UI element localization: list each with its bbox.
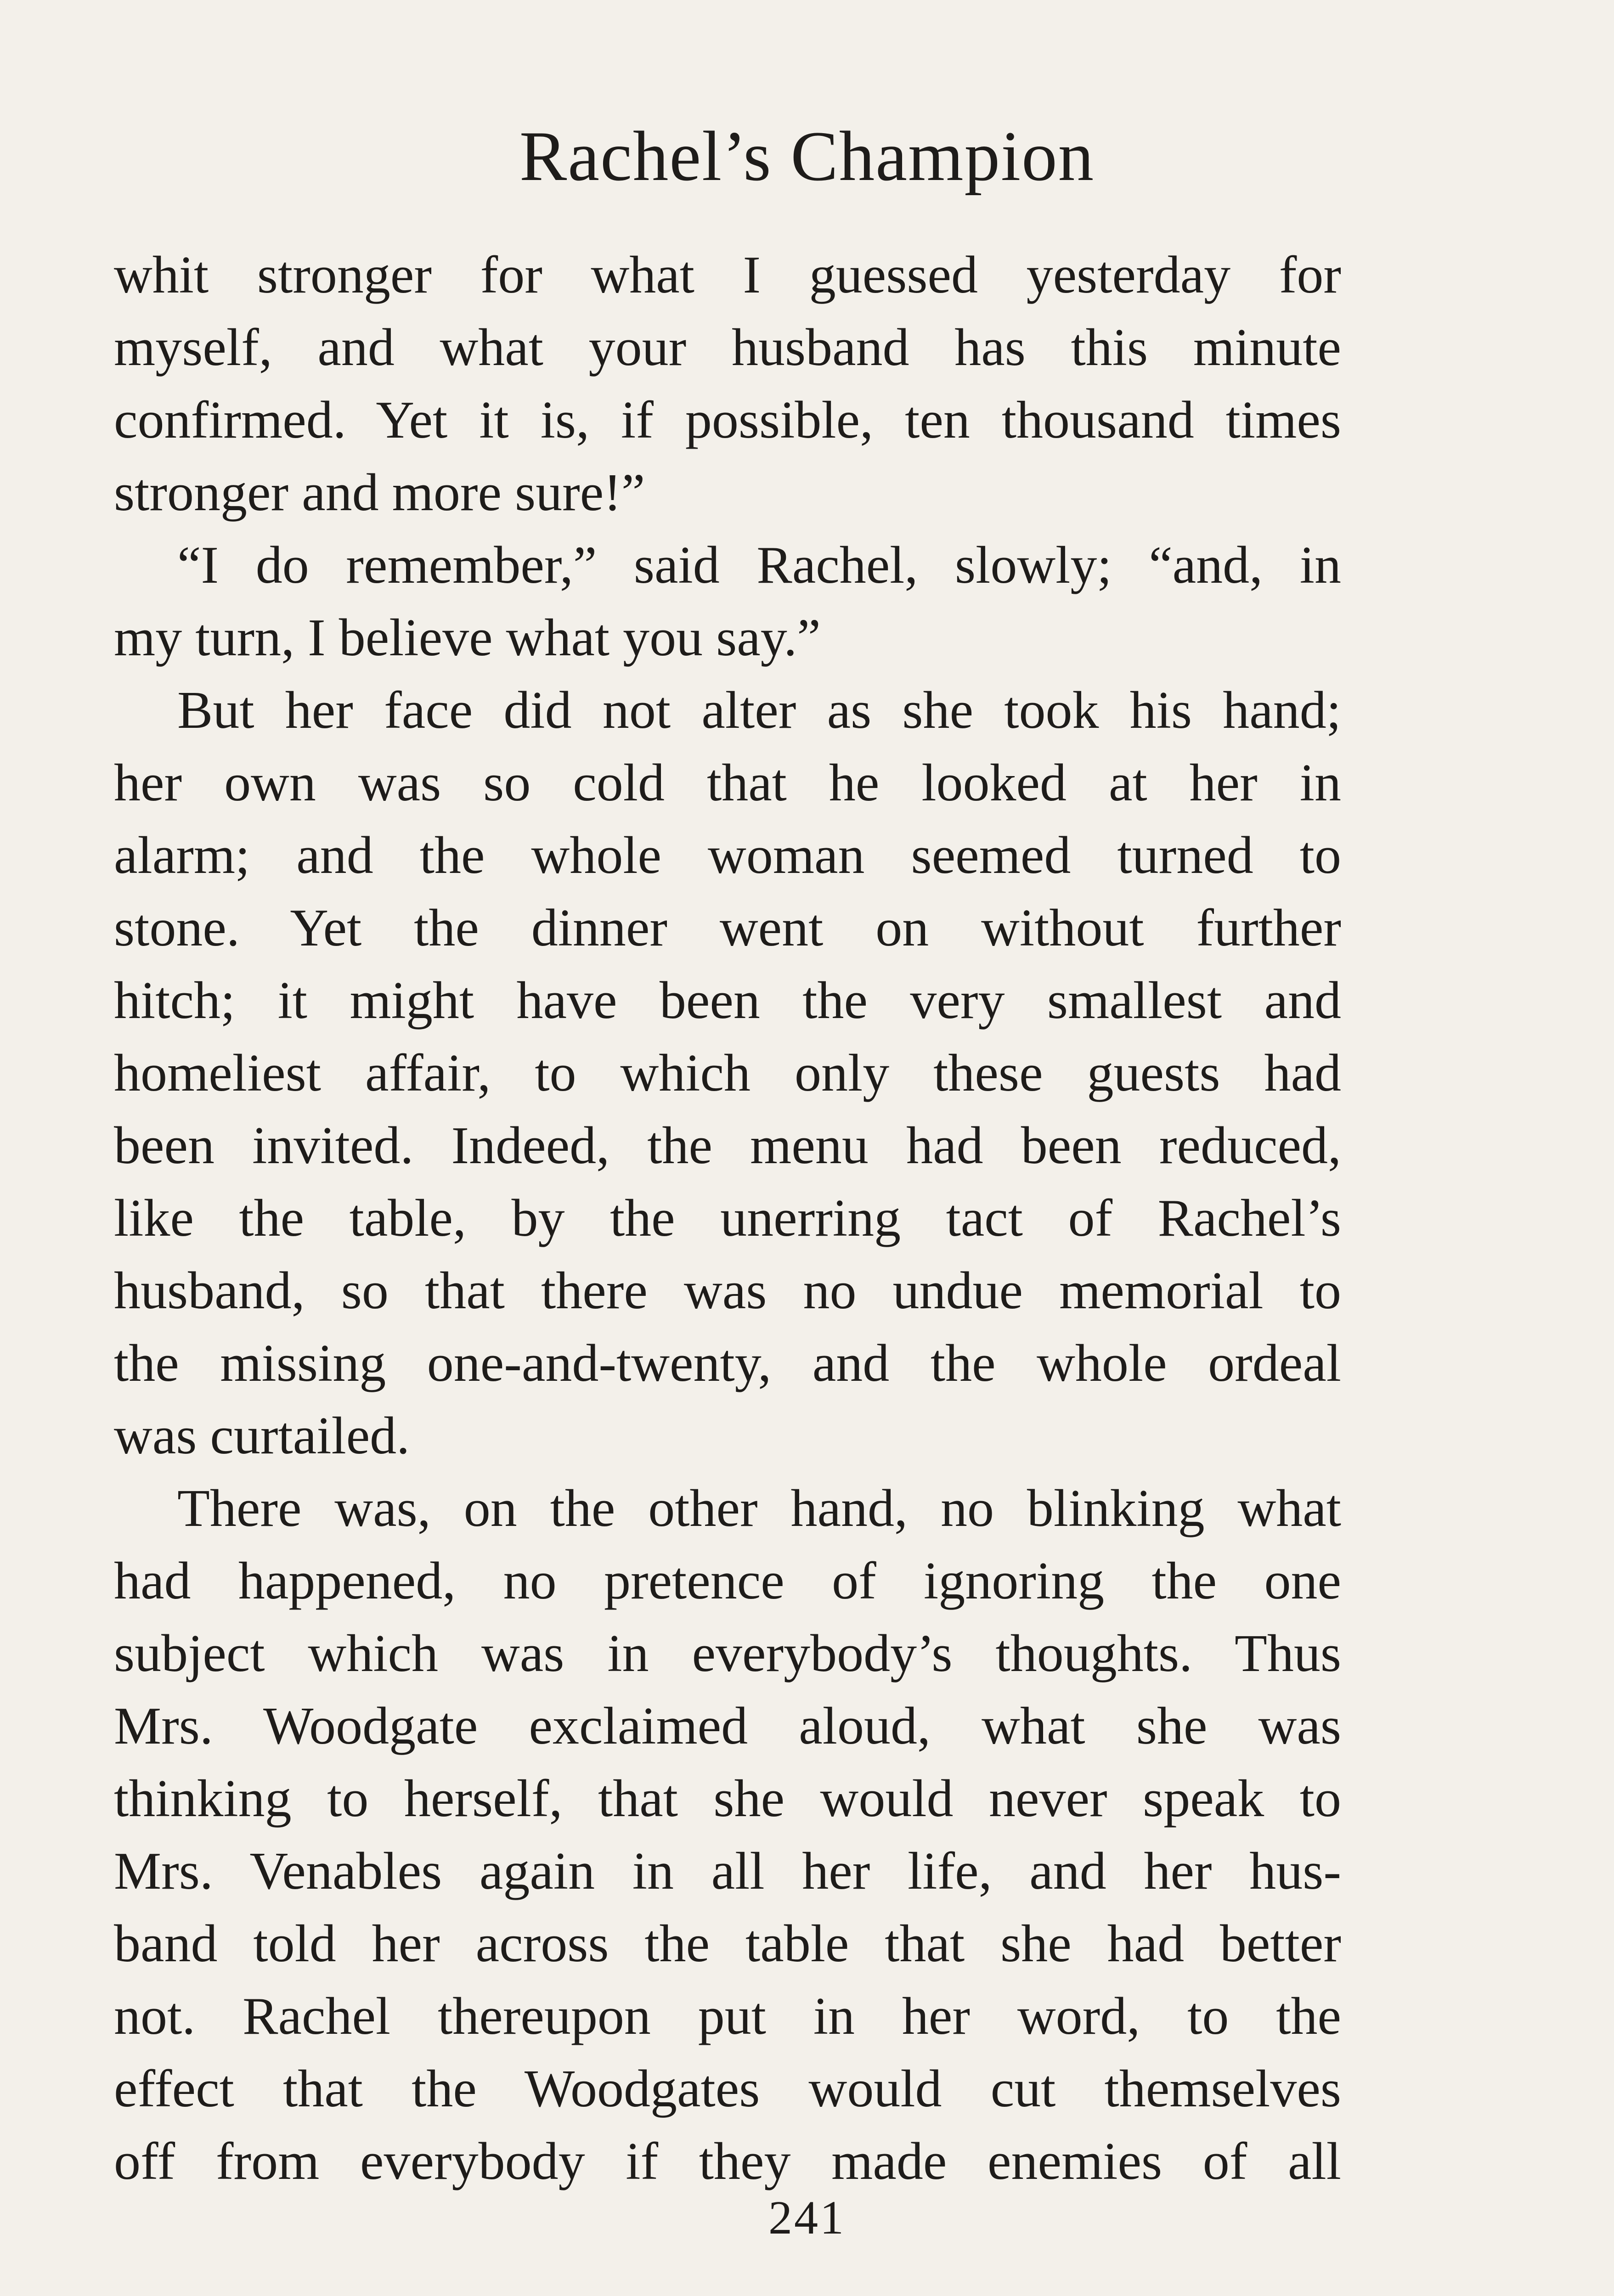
text-line: But her face did not alter as she took his hand; (177, 681, 1341, 740)
text-line: band told her across the table that she had better (114, 1914, 1341, 1973)
text-line: myself, and what your husband has this minute (114, 318, 1341, 377)
text-line: There was, on the other hand, no blinking what (177, 1479, 1341, 1538)
text-line: the missing one-and-twenty, and the whole ordeal (114, 1334, 1341, 1393)
body-text (114, 239, 1341, 2198)
text-line: effect that the Woodgates would cut themselves (114, 2060, 1341, 2118)
text-line: alarm; and the whole woman seemed turned to (114, 826, 1341, 885)
text-line: like the table, by the unerring tact of Rachel’s (114, 1189, 1341, 1248)
text-line: her own was so cold that he looked at her in (114, 754, 1341, 812)
text-line: husband, so that there was no undue memorial to (114, 1261, 1341, 1320)
text-line: stone. Yet the dinner went on without further (114, 899, 1341, 957)
text-line: subject which was in everybody’s thoughts. Thus (114, 1624, 1341, 1683)
text-line: stronger and more sure!” (114, 463, 645, 522)
text-line: thinking to herself, that she would never speak to (114, 1769, 1341, 1828)
text-line: had happened, no pretence of ignoring the one (114, 1552, 1341, 1610)
text-line: confirmed. Yet it is, if possible, ten thousand times (114, 391, 1341, 450)
text-line: not. Rachel thereupon put in her word, to the (114, 1987, 1341, 2046)
text-line: been invited. Indeed, the menu had been reduced, (114, 1116, 1341, 1175)
text-line: whit stronger for what I guessed yesterday for (114, 246, 1341, 304)
text-line: Mrs. Venables again in all her life, and her hus- (114, 1842, 1341, 1901)
text-line: my turn, I believe what you say.” (114, 608, 821, 667)
page-number: 241 (768, 2191, 846, 2244)
text-line: homeliest affair, to which only these guests had (114, 1044, 1341, 1103)
text-line: was curtailed. (114, 1407, 410, 1465)
text-line: hitch; it might have been the very smallest and (114, 971, 1341, 1030)
text-line: “I do remember,” said Rachel, slowly; “and, in (177, 536, 1341, 595)
running-head: Rachel’s Champion (519, 117, 1095, 196)
text-line: off from everybody if they made enemies of all (114, 2132, 1341, 2191)
text-line: Mrs. Woodgate exclaimed aloud, what she was (114, 1697, 1341, 1756)
